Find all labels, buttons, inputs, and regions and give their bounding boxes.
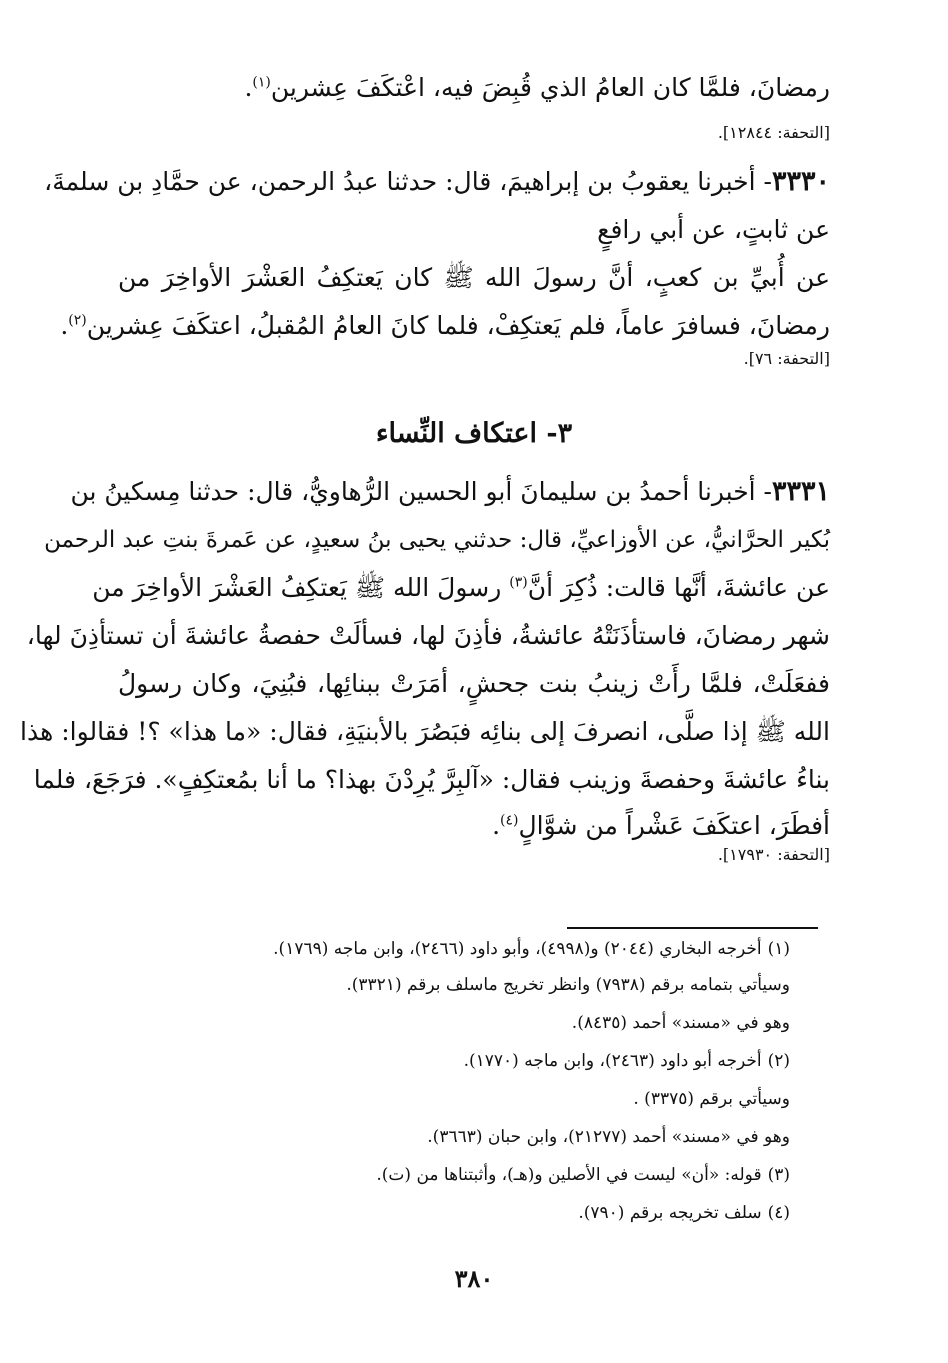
hadith-number-3331: ٣٣٣١	[771, 476, 830, 507]
footnote-marker-1: (١)	[252, 74, 271, 91]
footnote-marker-3: (٣)	[509, 574, 528, 591]
footnote-1	[150, 936, 790, 962]
hadith-3331-line-1	[70, 472, 830, 512]
footnote-text: أخرجه البخاري (٢٠٤٤) و(٤٩٩٨)، وأبو داود (٢٤٦٦)، وابن ماجه (١٧٦٩).	[273, 939, 762, 959]
hadith-3331-text-3b: رسولَ الله ﷺ يَعتكِفُ العَشْرَ الأواخِرَ من	[92, 573, 510, 602]
hadith-3331-line-3	[92, 568, 830, 608]
footnote-marker-2: (٢)	[68, 312, 87, 329]
hadith-3331-line-8	[118, 806, 830, 846]
footnote-text: وهو في «مسند» أحمد (٨٤٣٥).	[571, 1013, 790, 1033]
footnote-marker-4: (٤)	[500, 812, 519, 829]
footnote-2	[150, 1048, 790, 1074]
hadith-3330-end: .	[60, 311, 69, 340]
hadith-3331-line-4: شهر رمضانَ، فاستأذَنَتْهُ عائشةُ، فأذِنَ لها، فسألَتْ حفصةُ عائشةَ أن تستأذِنَ لها،	[26, 621, 830, 650]
footnote-3	[150, 1162, 790, 1188]
hadith-3331-line-7: بناءُ عائشةَ وحفصةَ وزينب فقال: «آلبِرَّ يُرِدْنَ بهذا؟ ما أنا بمُعتكِفٍ». فرَجَعَ، فلما	[33, 765, 830, 794]
hadith-3331-line-2: بُكير الحرَّانيُّ، عن الأوزاعيِّ، قال: حدثني يحيى بنُ سعيدٍ، عن عَمرةَ بنتِ عبد الرحمن	[44, 527, 830, 553]
hadith-3330-line-1	[44, 162, 830, 202]
hadith-3331-line-5: ففعَلَتْ، فلمَّا رأَتْ زينبُ بنت جحشٍ، أمَرَتْ ببنائِها، فبُنِيَ، وكان رسولُ	[118, 669, 830, 698]
footnote-text: قوله: «أن» ليست في الأصلين و(هـ)، وأثبتناها من (ت).	[376, 1165, 762, 1185]
chapter-title: ٣- اعتكاف النِّساء	[375, 418, 573, 449]
tuhfa-reference-2: [التحفة: ٧٦].	[743, 349, 830, 368]
tuhfa-reference-1: [التحفة: ١٢٨٤٤].	[717, 123, 830, 142]
text-line-intro	[118, 68, 830, 108]
tuhfa-reference-3: [التحفة: ١٧٩٣٠].	[717, 845, 830, 864]
hadith-3330-line-2: عن ثابتٍ، عن أبي رافعٍ	[597, 215, 830, 244]
hadith-3331-line-6: الله ﷺ إذا صلَّى، انصرفَ إلى بنائِه فبَصُرَ بالأبنيَةِ، فقال: «ما هذا» ؟! فقالوا: هذا	[20, 717, 830, 746]
footnote-number: (١)	[767, 939, 790, 959]
footnote-2-line-3	[150, 1124, 790, 1150]
hadith-3330-line-4	[60, 306, 830, 346]
footnote-1-line-2	[150, 972, 790, 998]
intro-end: .	[244, 73, 253, 102]
hadith-number-3330: ٣٣٣٠	[771, 166, 830, 197]
footnote-4	[150, 1200, 790, 1226]
footnote-text: سلف تخريجه برقم (٧٩٠).	[578, 1203, 762, 1223]
footnote-1-line-3	[150, 1010, 790, 1036]
footnote-number: (٣)	[767, 1165, 790, 1185]
hadith-3331-end: .	[492, 811, 501, 840]
hadith-3330-isnad-1: - أخبرنا يعقوبُ بن إبراهيمَ، قال: حدثنا عبدُ الرحمن، عن حمَّادِ بن سلمةَ،	[44, 167, 772, 196]
footnote-separator	[567, 927, 818, 929]
hadith-3331-text-8: أفطَرَ، اعتكَفَ عَشْراً من شوَّالٍ	[518, 811, 830, 840]
hadith-3330-matn-end: رمضانَ، فسافرَ عاماً، فلم يَعتكِفْ، فلما كانَ العامُ المُقبلُ، اعتكَفَ عِشرين	[86, 311, 830, 340]
page-number: ٣٨٠	[454, 1264, 494, 1293]
footnote-text: وسيأتي برقم (٣٣٧٥) .	[633, 1089, 790, 1109]
hadith-3331-text-3a: عن عائشةَ، أنَّها قالت: ذُكِرَ أنَّ	[527, 573, 830, 602]
footnote-text: وسيأتي بتمامه برقم (٧٩٣٨) وانظر تخريج ماسلف برقم (٣٣٢١).	[346, 975, 790, 995]
hadith-3330-line-3: عن أُبيِّ بن كعبٍ، أنَّ رسولَ الله ﷺ كان يَعتكِفُ العَشْرَ الأواخِرَ من	[118, 263, 830, 292]
footnote-number: (٢)	[767, 1051, 790, 1071]
intro-text: رمضانَ، فلمَّا كان العامُ الذي قُبِضَ فيه، اعْتكَفَ عِشرين	[270, 73, 830, 102]
footnote-text: أخرجه أبو داود (٢٤٦٣)، وابن ماجه (١٧٧٠).	[463, 1051, 762, 1071]
footnote-2-line-2	[150, 1086, 790, 1112]
footnote-number: (٤)	[767, 1203, 790, 1223]
hadith-3331-isnad-1: - أخبرنا أحمدُ بن سليمانَ أبو الحسين الرُّهاويُّ، قال: حدثنا مِسكينُ بن	[70, 477, 772, 506]
footnote-text: وهو في «مسند» أحمد (٢١٢٧٧)، وابن حبان (٣٦٦٣).	[427, 1127, 790, 1147]
